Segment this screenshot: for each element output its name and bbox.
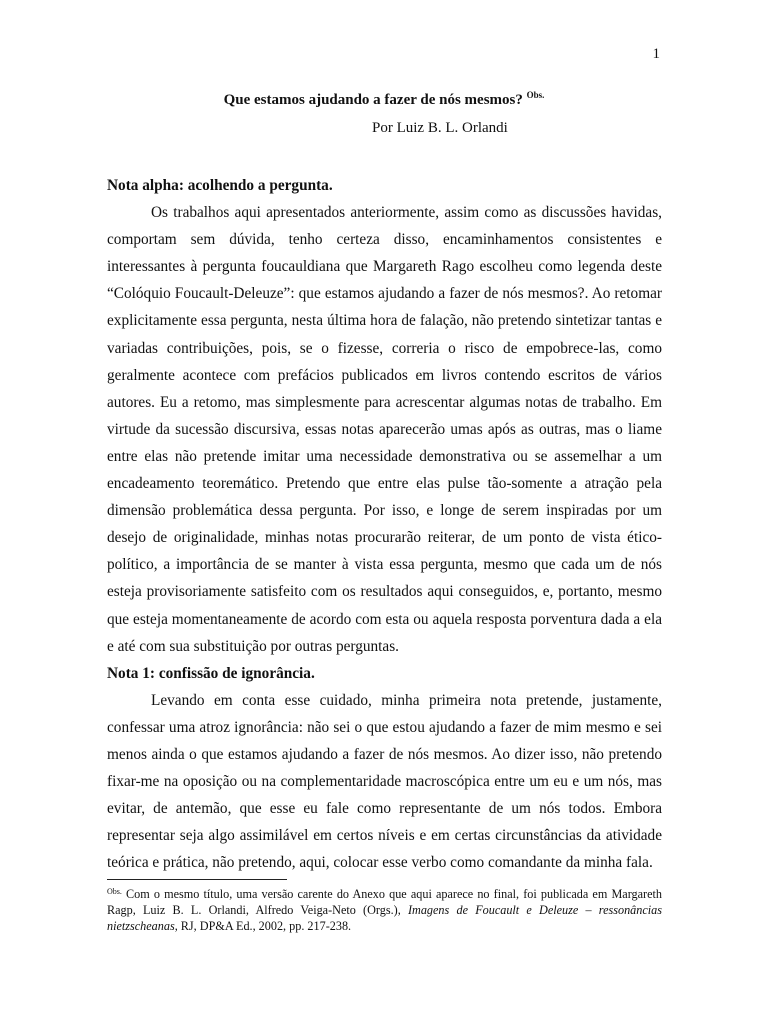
footnote-marker: Obs. [107,887,122,896]
paragraph-alpha: Os trabalhos aqui apresentados anteriormente, assim como as discussões havidas, comportam sem dúvida, tenho certeza disso, encaminhamentos consistentes e interessantes à pergunta foucauldiana que Margareth Rago escolheu como legenda deste “Colóquio Foucault-Deleuze”: que estamos ajudando a fazer de nós mesmos?. Ao retomar explicitamente essa pergunta, nesta última hora de falação, não pretendo sintetizar tantas e variadas contribuições, pois, se o fizesse, correria o risco de empobrece-las, como geralmente acontece com prefácios publicados em livros contendo escritos de vários autores. Eu a retomo, mas simplesmente para acrescentar algumas notas de trabalho. Em virtude da sucessão discursiva, essas notas aparecerão umas após as outras, mas o liame entre elas não pretende imitar uma necessidade demonstrativa ou se assemelhar a um encadeamento teoremático. Pretendo que entre elas pulse tão-somente a atração pela dimensão problemática dessa pergunta. Por isso, e longe de serem inspiradas por um desejo de originalidade, minhas notas procurarão reiterar, de um ponto de vista ético-político, a importância de se manter à vista essa pergunta, mesmo que cada um de nós esteja provisoriamente satisfeito com os resultados aqui conseguidos, e, portanto, mesmo que esteja momentaneamente de acordo com esta ou aquela resposta porventura dada a ela e até com sua substituição por outras perguntas. [107,204,662,655]
document-body [107,172,662,876]
footnote [107,884,662,934]
document-title [0,90,768,109]
footnote-book-title: Imagens de Foucault e Deleuze – ressonâncias nietzscheanas [107,903,663,933]
footnote-text-before: Com o mesmo título, uma versão carente do Anexo que aqui aparece no final, foi publicada em Margareth Ragp, Luiz B. L. Orlandi, Alfredo Veiga-Neto (Orgs.), [107,887,662,917]
page-number: 1 [652,46,660,62]
footnote-separator [107,879,287,880]
section-heading-1: Nota 1: confissão de ignorância. [107,664,315,682]
title-text: Que estamos ajudando a fazer de nós mesmos? [223,92,523,108]
section-heading-alpha: Nota alpha: acolhendo a pergunta. [107,177,333,194]
author-line: Por Luiz B. L. Orlandi [372,120,508,136]
footnote-text-after: , RJ, DP&A Ed., 2002, pp. 217-238. [174,919,352,933]
title-footnote-marker: Obs. [526,90,545,100]
paragraph-1: Levando em conta esse cuidado, minha primeira nota pretende, justamente, confessar uma atroz ignorância: não sei o que estou ajudando a fazer de mim mesmo e sei menos ainda o que estamos ajudando a fazer de nós mesmos. Ao dizer isso, não pretendo fixar-me na oposição ou na complementaridade macroscópica entre um eu e um nós, mas evitar, de antemão, que esse eu fale como representante de um nós todos. Embora representar seja algo assimilável em certos níveis e em certas circunstâncias da atividade teórica e prática, não pretendo, aqui, colocar esse verbo como comandante da minha fala. [107,691,662,872]
